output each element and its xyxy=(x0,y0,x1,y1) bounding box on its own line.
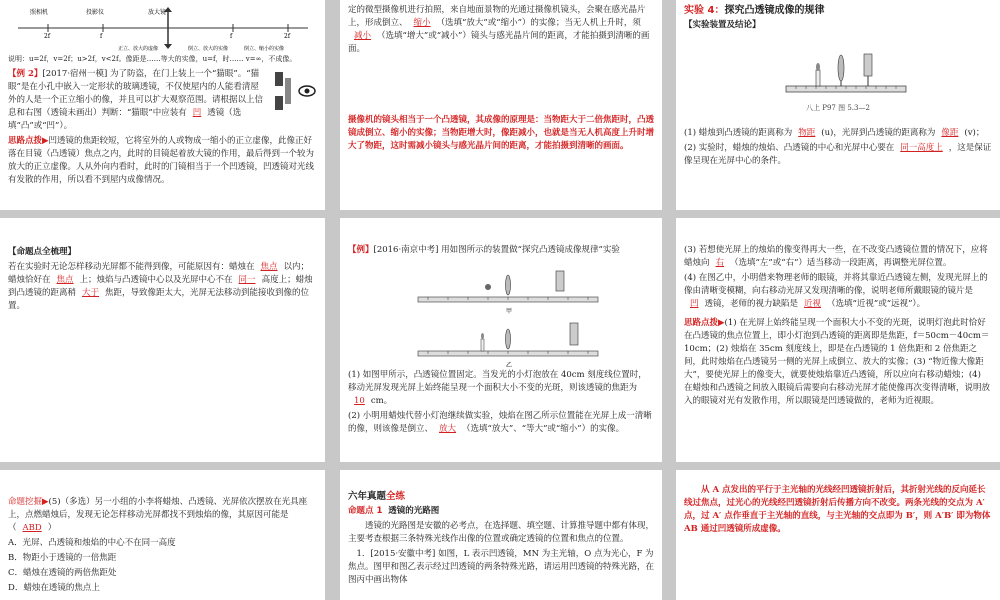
experiment-title: 实验 4：探究凸透镜成像的规律 xyxy=(684,5,825,16)
experiment-subtitle: 【实验装置及结论】 xyxy=(684,20,761,30)
slide-key-points xyxy=(0,218,325,462)
slide-experiment-4 xyxy=(676,0,1000,210)
option-a: A．光屏、凸透镜和烛焰的中心不在同一高度 xyxy=(8,538,176,548)
axis-label-2f-left: 2f xyxy=(44,33,51,40)
extension-question: 命题挖掘▶(5)（多选）另一小组的小李将蜡烛、凸透镜、光屏依次摆放在光具座上，点燃蜡烛后，发现无论怎样移动光屏都找不到烛焰的像，其原因可能是（ ABD ） xyxy=(8,497,308,533)
lens-rule-diagram xyxy=(8,4,313,54)
example-q4: (4) 在图乙中，小明借来物理老师的眼镜，并将其靠近凸透镜左侧，发现光屏上的像由清晰变模糊，向右移动光屏又发现清晰的像，说明老师所戴眼镜的镜片是凹 透镜，老师的视力缺陷是 近视 （选填“近视”或“远视”）。 xyxy=(684,273,988,309)
axis-label-2f-right: 2f xyxy=(284,33,291,40)
option-d: D．蜡烛在透镜的焦点上 xyxy=(8,583,100,593)
axis-label-f-left: f xyxy=(100,33,103,40)
slide-example-continued xyxy=(676,218,1000,462)
option-b: B．物距小于透镜的一倍焦距 xyxy=(8,553,117,563)
section-title: 六年真题全练 xyxy=(348,491,406,502)
slide-answer-explanation xyxy=(676,470,1000,600)
slide-six-year-exam xyxy=(340,470,662,600)
axis-label-magnifier: 放大镜 xyxy=(148,9,167,16)
section-paragraph: 透镜的光路图是安徽的必考点，在选择题、填空题、计算推导题中都有体现，主要考查根据三条特殊光线作出像的位置或确定透镜的位置和焦点的位置。 xyxy=(348,521,655,544)
option-c: C．蜡烛在透镜的两倍焦距处 xyxy=(8,568,117,578)
axis-label-camera: 照相机 xyxy=(30,9,49,16)
example-q1: (1) 如图甲所示，凸透镜位置固定。当发光的小灯泡放在 40cm 刻度线位置时，移动光屏发现光屏上始终能呈现一个面积大小不变的光斑，则该透镜的焦距为10 cm。 xyxy=(348,370,647,406)
experiment-q2: (2) 实验时，蜡烛的烛焰、凸透镜的中心和光屏中心要在 同一高度上 ，这是保证像呈现在光屏中心的条件。 xyxy=(684,143,992,166)
region-label-enlarged: 倒立、放大的实像 xyxy=(188,46,229,52)
figure-caption: 八上 P97 图 5.3—2 xyxy=(806,104,870,112)
experiment-figures xyxy=(348,259,653,369)
axis-label-f-right: f xyxy=(230,33,233,40)
axis-rule-note: 说明：u=2f，v=2f；u>2f，v<2f。像距是……等大的实像，u=f，时…… v=∞，不成像。 xyxy=(8,55,297,63)
experiment-q1: (1) 蜡烛到凸透镜的距离称为 物距 (u)，光屏到凸透镜的距离称为 像距 (v)； xyxy=(684,128,985,138)
key-points-title: 【命题点全梳理】 xyxy=(8,247,77,257)
exam-question-1: 1．[2015·安徽中考] 如图，L 表示凹透镜，MN 为主光轴，O 点为光心，F 为焦点。图甲和图乙表示经过凹透镜的两条特殊光路，请运用凹透镜的特殊光路，在图丙中画出物体 xyxy=(348,549,655,585)
slide-drone-camera xyxy=(340,0,662,210)
section-subtitle: 命题点 1 透镜的光路图 xyxy=(348,506,440,516)
slide-example-nanjing xyxy=(340,218,662,462)
example-hint: 思路点拨▶(1) 在光屏上始终能呈现一个面积大小不变的光斑，说明灯泡此时恰好在凸透镜的焦点位置上，即小灯泡到凸透镜的距离即是焦距，f＝50cm－40cm＝10cm；(2) 烛焰在 35cm 刻度线上，即是在凸透镜的 1 倍焦距和 2 倍焦距之间，此时烛焰在凸透镜另一侧的光屏上成倒立、放大的实像；(3) “物近像大像距大”，要使光屏上的像变大，就要使烛焰靠近凸透镜，所以应向右移动蜡烛；(4) 在蜡烛和凸透镜之间放入眼镜后需要向右移动光屏才能使像再次变得清晰，说明放入的眼镜对光有发散作用，所以眼镜是凹透镜做的，老师为近视眼。 xyxy=(684,318,991,406)
axis-label-projector: 投影仪 xyxy=(86,9,105,16)
example-intro: 【例】[2016·南京中考] 用如图所示的装置做“探究凸透镜成像规律”实验 xyxy=(348,245,620,255)
example-q2: (2) 小明用蜡烛代替小灯泡继续做实验，烛焰在图乙所示位置能在光屏上成一清晰的像，则该像是倒立、 放大 （选填“放大”、“等大”或“缩小”）的实像。 xyxy=(348,411,652,434)
optical-bench-figure xyxy=(686,34,991,102)
figure-label-a: 甲 xyxy=(506,308,513,315)
peephole-figure xyxy=(271,68,317,114)
example-2: 【例 2】[2017·宿州一模] 为了防盗，在门上装上一个“猫眼”。“猫眼”是在小孔中嵌入一定形状的玻璃透镜，不仅使屋内的人能看清屋外的人是一个正立缩小的像，并且可以扩大观察范围。请根据以上信息和右图（透镜未画出）判断：“猫眼”中应装有 凹 透镜（选填“凸”或“凹”）。 xyxy=(8,69,264,131)
region-label-virtual: 正立、放大的虚像 xyxy=(118,46,159,52)
region-label-reduced: 倒立、缩小的实像 xyxy=(244,46,285,52)
drone-camera-question: 定的微型摄像机进行拍照，来自地面景物的光通过摄像机镜头，会聚在感光晶片上，形成倒立、 缩小 （选填“放大”或“缩小”）的实像；当无人机上升时，须减小 （选填“增大”或“减小”）镜头与感光晶片间的距离，才能拍摄到清晰的画面。 xyxy=(348,5,650,54)
figure-label-b: 乙 xyxy=(506,362,513,369)
key-points-text: 若在实验时无论怎样移动光屏都不能得到像，可能原因有：蜡烛在 焦点 以内；蜡烛恰好在 焦点 上；烛焰与凸透镜中心以及光屏中心不在 同一 高度上；蜡烛到凸透镜的距离稍 大于 焦距，导致像距太大，光屏无法移动到能接收到像的位置。 xyxy=(8,262,313,311)
example-q3: (3) 若想使光屏上的烛焰的像变得再大一些，在不改变凸透镜位置的情况下，应将蜡烛向 右 （选填“左”或“右”）适当移动一段距离，再调整光屏位置。 xyxy=(684,245,988,268)
answer-explanation: 从 A 点发出的平行于主光轴的光线经凹透镜折射后，其折射光线的反向延长线过焦点，过光心的光线经凹透镜折射后传播方向不改变。两条光线的交点为 A′ 点，过 A′ 点作垂直于主光轴的直线，与主光轴的交点即为 B′，则 A′B′ 即为物体 AB 通过凹透镜所成虚像。 xyxy=(684,485,991,534)
slide-question-extension xyxy=(0,470,325,600)
example-2-hint: 思路点拨▶凹透镜的焦距较短，它将室外的人或物成一缩小的正立虚像，此像正好落在目镜（凸透镜）焦点之内，此时的目镜起着放大镜的作用，最后得到一个较为放大的正立虚像。人从外向内看时，此时的门镜相当于一个凹透镜，凹透镜对光线有发散的作用，所以看不到屋内成像情况。 xyxy=(8,136,315,185)
drone-camera-explanation: 摄像机的镜头相当于一个凸透镜，其成像的原理是：当物距大于二倍焦距时，凸透镜成倒立、缩小的实像；当物距增大时，像距减小，也就是当无人机高度上升时增大了物距，这时需减小镜头与感光晶片间的距离，才能拍摄到清晰的画面。 xyxy=(348,115,655,151)
slide-lens-rules xyxy=(0,0,325,210)
